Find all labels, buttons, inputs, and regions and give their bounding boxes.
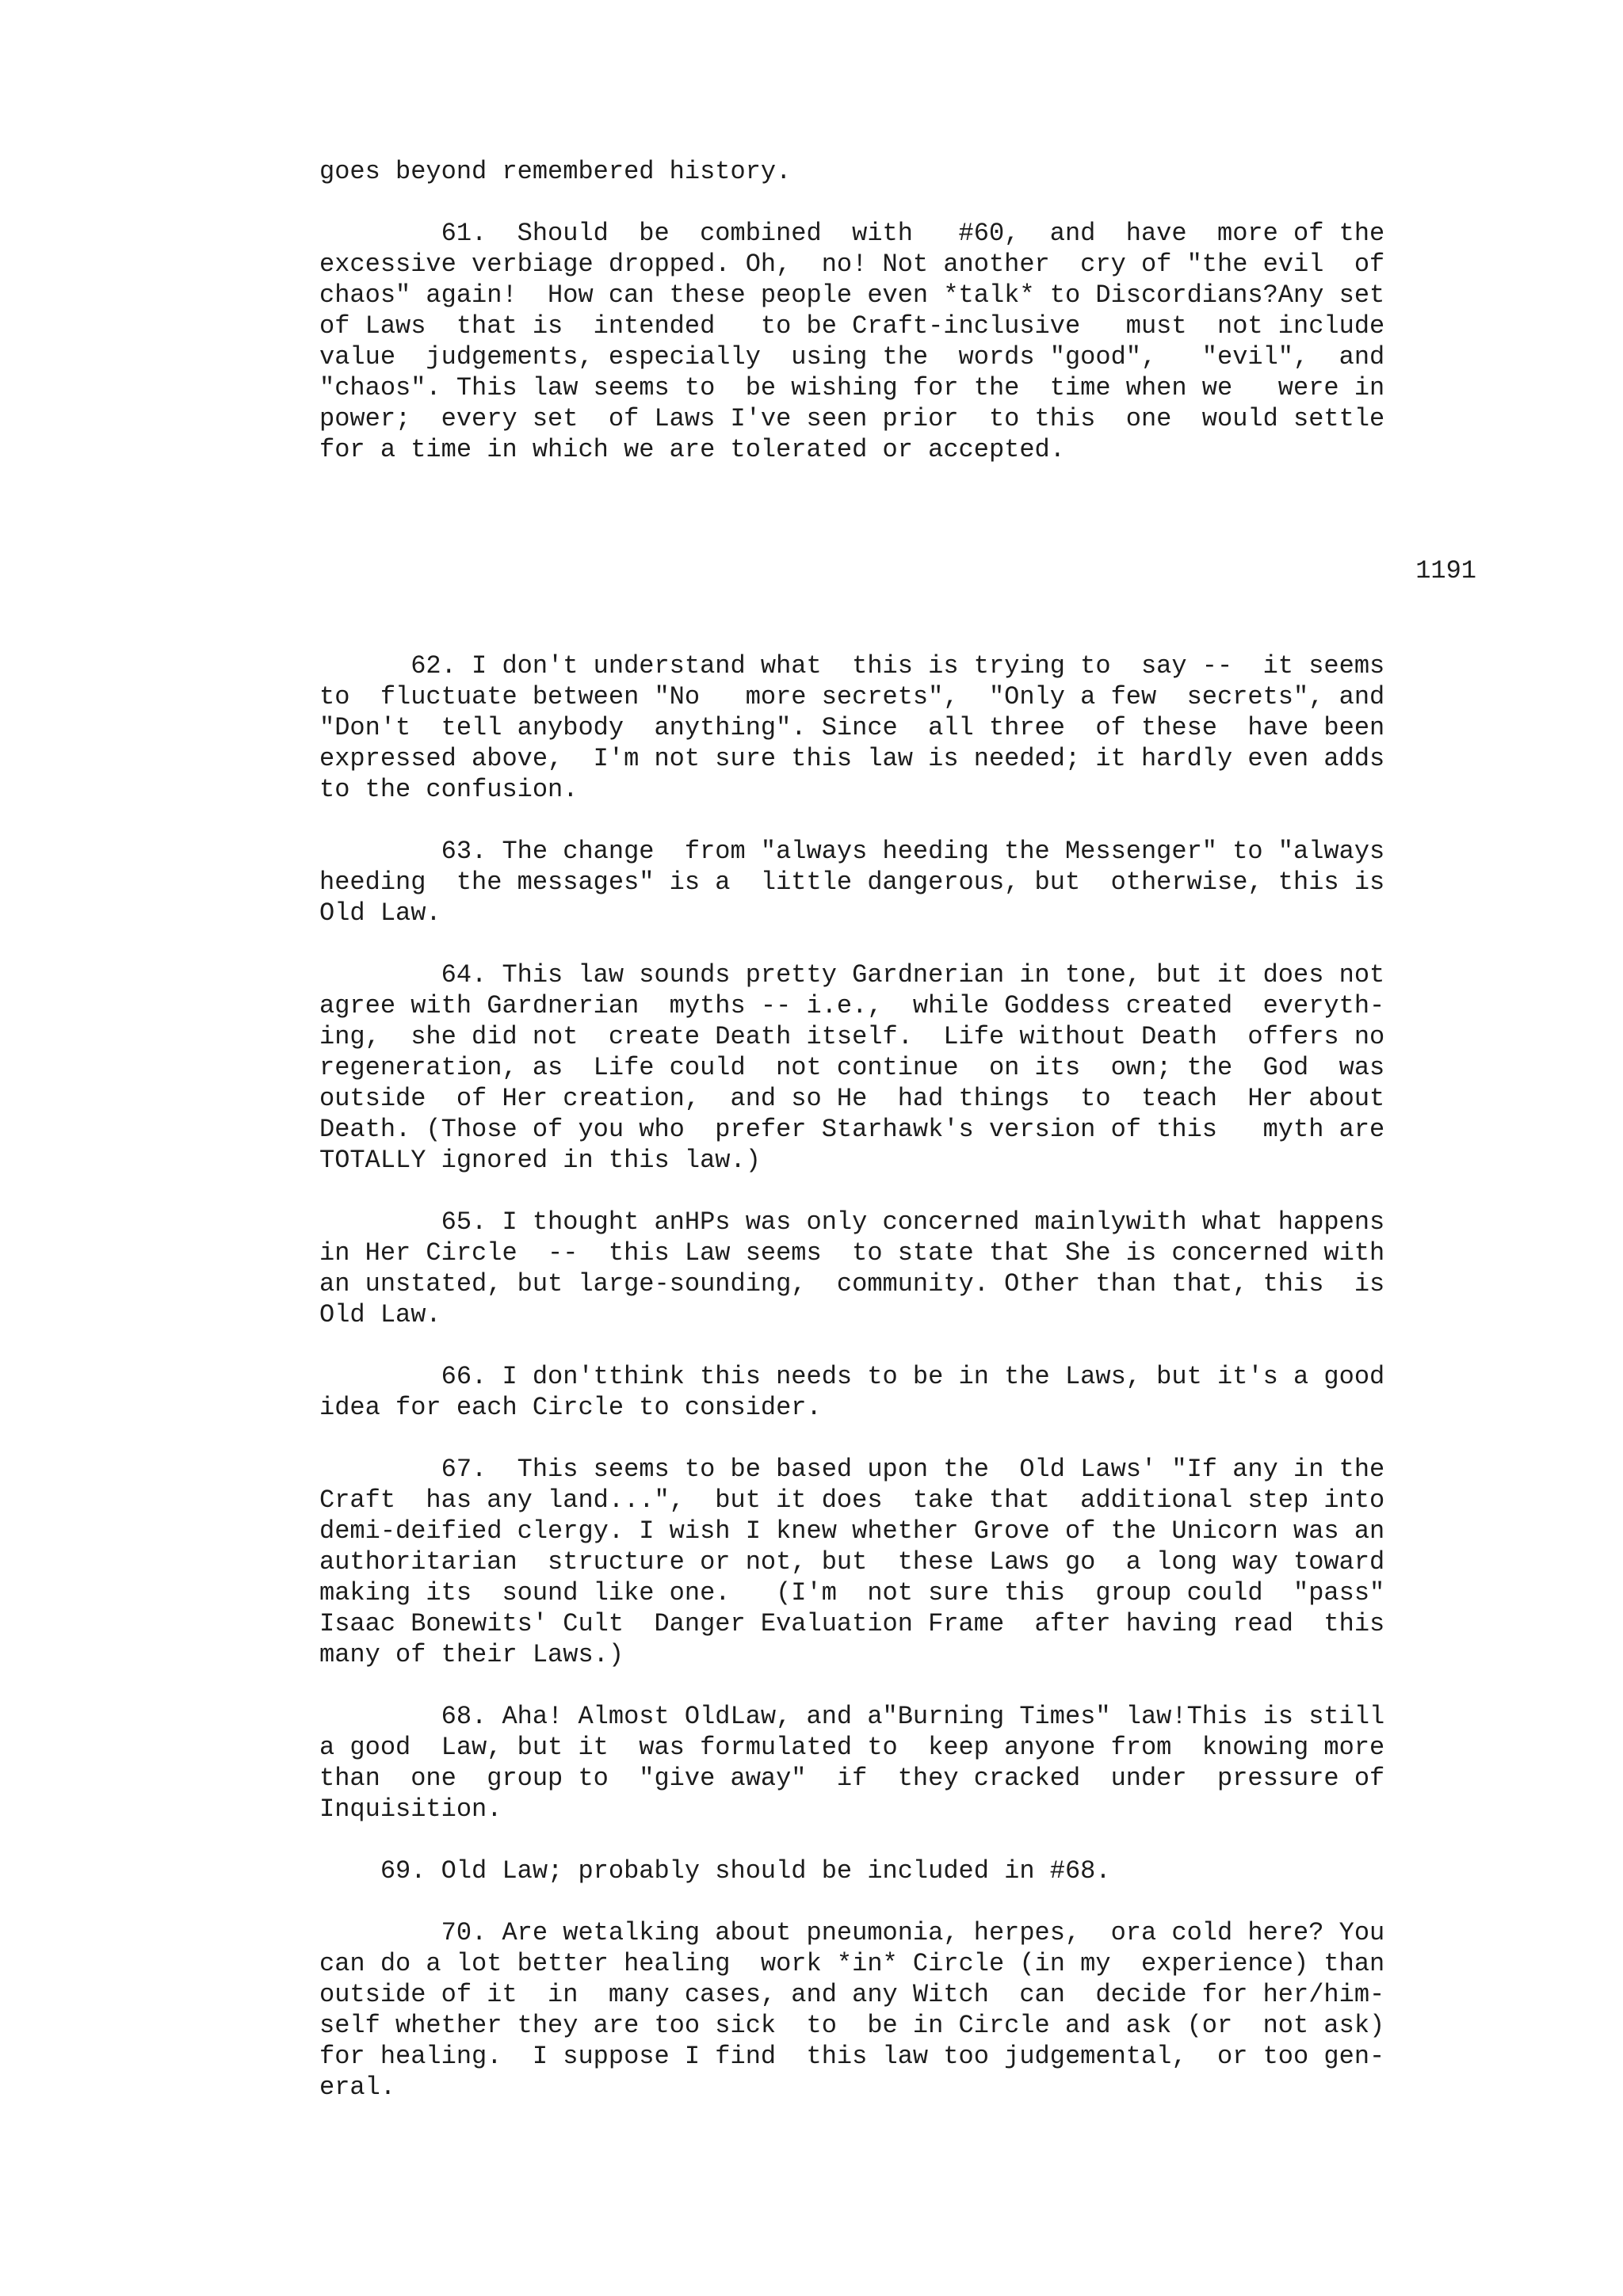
- text-line: of Laws that is intended to be Craft-inclusive must not include: [319, 311, 1385, 341]
- text-line: 65. I thought anHPs was only concerned mainlywith what happens: [319, 1207, 1385, 1237]
- blank-line: [319, 496, 1476, 527]
- text-line: agree with Gardnerian myths -- i.e., while Goddess created everyth-: [319, 991, 1385, 1020]
- text-line: Old Law.: [319, 898, 441, 928]
- text-line: outside of it in many cases, and any Witch can decide for her/him-: [319, 1980, 1385, 2009]
- text-line: for healing. I suppose I find this law too judgemental, or too gen-: [319, 2042, 1385, 2071]
- text-line: 68. Aha! Almost OldLaw, and a"Burning Times" law!This is still: [319, 1702, 1385, 1731]
- text-line: Isaac Bonewits' Cult Danger Evaluation Frame after having read this: [319, 1609, 1385, 1638]
- blank-line: [319, 465, 1476, 496]
- text-line: many of their Laws.): [319, 1640, 624, 1669]
- text-line: Inquisition.: [319, 1794, 502, 1824]
- text-line: an unstated, but large-sounding, community. Other than that, this is: [319, 1269, 1385, 1299]
- text-line: 69. Old Law; probably should be included in #68.: [319, 1856, 1111, 1886]
- text-line: ing, she did not create Death itself. Life without Death offers no: [319, 1022, 1385, 1051]
- text-line: in Her Circle -- this Law seems to state that She is concerned with: [319, 1238, 1385, 1268]
- text-line: goes beyond remembered history.: [319, 157, 792, 186]
- text-line: 63. The change from "always heeding the Messenger" to "always: [319, 837, 1385, 866]
- blank-line: [319, 1176, 1476, 1207]
- blank-line: [319, 929, 1476, 959]
- text-line: chaos" again! How can these people even *talk* to Discordians?Any set: [319, 280, 1385, 310]
- text-line: a good Law, but it was formulated to keep anyone from knowing more: [319, 1733, 1385, 1762]
- page-number: 1191: [1415, 556, 1476, 585]
- text-line: heeding the messages" is a little dangerous, but otherwise, this is: [319, 868, 1385, 897]
- blank-line: [319, 187, 1476, 218]
- blank-line: [319, 1330, 1476, 1361]
- blank-line: [319, 589, 1476, 620]
- text-line: self whether they are too sick to be in Circle and ask (or not ask): [319, 2011, 1385, 2040]
- blank-line: [319, 1825, 1476, 1855]
- text-line: demi-deified clergy. I wish I knew whether Grove of the Unicorn was an: [319, 1516, 1385, 1546]
- text-line: Old Law.: [319, 1300, 441, 1329]
- text-line: 62. I don't understand what this is trying to say -- it seems: [319, 651, 1385, 681]
- text-line: value judgements, especially using the words "good", "evil", and: [319, 342, 1385, 372]
- text-line: excessive verbiage dropped. Oh, no! Not another cry of "the evil of: [319, 250, 1385, 279]
- blank-line: [319, 1670, 1476, 1701]
- text-line: can do a lot better healing work *in* Circle (in my experience) than: [319, 1949, 1385, 1978]
- text-line: Craft has any land...", but it does take that additional step into: [319, 1486, 1385, 1515]
- text-line: idea for each Circle to consider.: [319, 1393, 822, 1422]
- text-line: 70. Are wetalking about pneumonia, herpes, ora cold here? You: [319, 1918, 1385, 1947]
- blank-line: [319, 620, 1476, 650]
- text-line: outside of Her creation, and so He had things to teach Her about: [319, 1084, 1385, 1113]
- blank-line: [319, 558, 1476, 589]
- text-line: "chaos". This law seems to be wishing for the time when we were in: [319, 373, 1385, 402]
- document-page: [319, 0, 1476, 2296]
- blank-line: [319, 1886, 1476, 1917]
- text-line: Death. (Those of you who prefer Starhawk's version of this myth are: [319, 1115, 1385, 1144]
- blank-line: [319, 1423, 1476, 1454]
- text-line: than one group to "give away" if they cracked under pressure of: [319, 1764, 1385, 1793]
- text-line: 61. Should be combined with #60, and have more of the: [319, 219, 1385, 248]
- text-line: making its sound like one. (I'm not sure this group could "pass": [319, 1578, 1385, 1608]
- text-line: "Don't tell anybody anything". Since all three of these have been: [319, 713, 1385, 742]
- text-line: authoritarian structure or not, but these Laws go a long way toward: [319, 1547, 1385, 1577]
- text-line: expressed above, I'm not sure this law is needed; it hardly even adds: [319, 744, 1385, 773]
- blank-line: [319, 527, 1476, 558]
- text-line: regeneration, as Life could not continue on its own; the God was: [319, 1053, 1385, 1082]
- text-line: eral.: [319, 2073, 396, 2102]
- text-line: to the confusion.: [319, 775, 579, 804]
- text-line: 64. This law sounds pretty Gardnerian in tone, but it does not: [319, 960, 1385, 990]
- text-line: power; every set of Laws I've seen prior to this one would settle: [319, 404, 1385, 433]
- text-line: 67. This seems to be based upon the Old Laws' "If any in the: [319, 1455, 1385, 1484]
- text-line: to fluctuate between "No more secrets", "Only a few secrets", and: [319, 682, 1385, 711]
- text-line: 66. I don'tthink this needs to be in the Laws, but it's a good: [319, 1362, 1385, 1391]
- text-line: TOTALLY ignored in this law.): [319, 1146, 761, 1175]
- blank-line: [319, 805, 1476, 836]
- text-line: for a time in which we are tolerated or accepted.: [319, 435, 1065, 464]
